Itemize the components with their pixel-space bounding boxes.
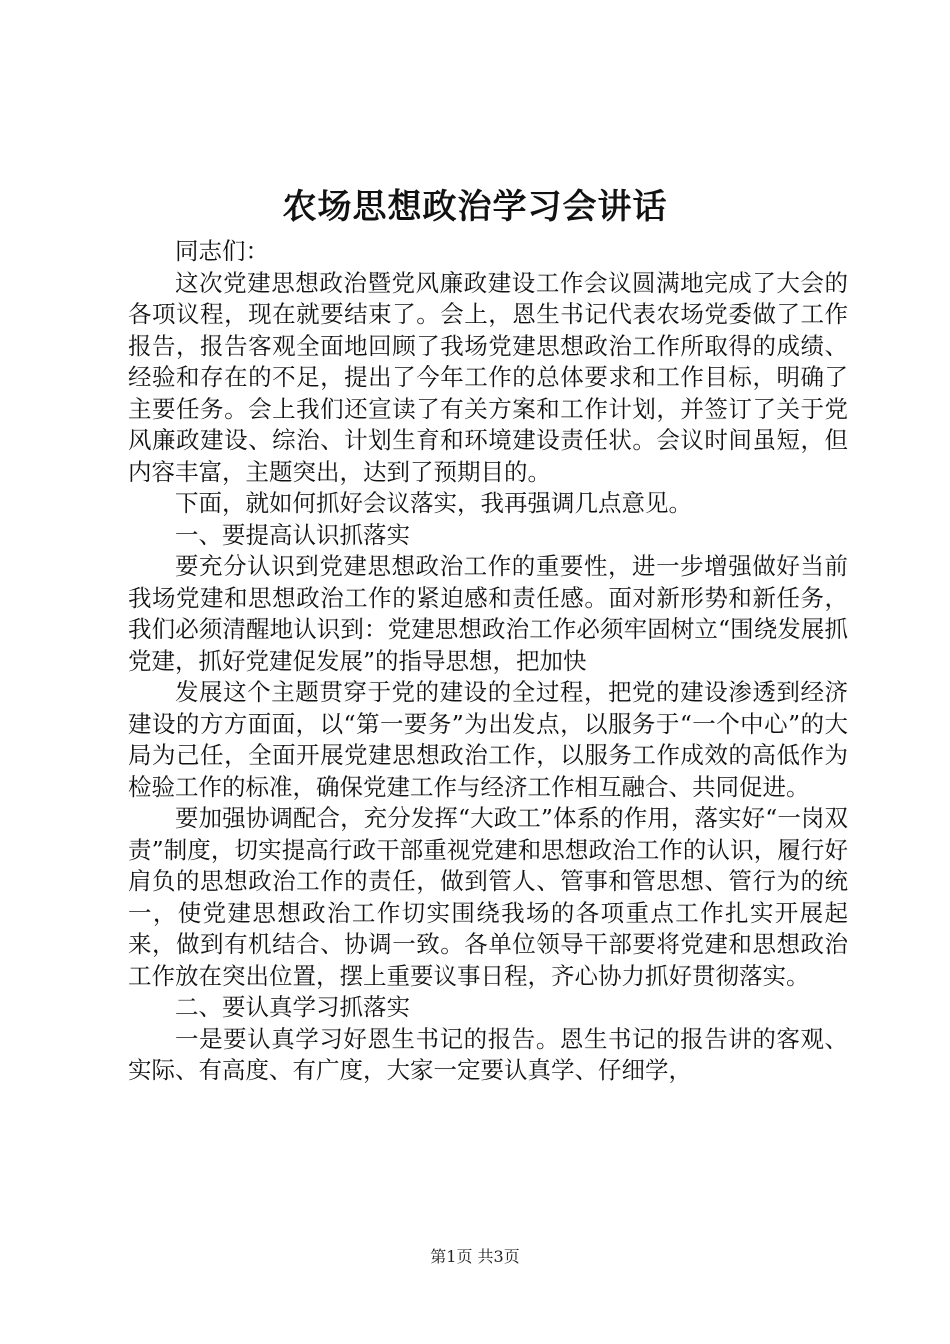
- paragraph: 这次党建思想政治暨党风廉政建设工作会议圆满地完成了大会的各项议程，现在就要结束了。会上，恩生书记代表农场党委做了工作报告，报告客观全面地回顾了我场党建思想政治工作所取得的成绩、经验和存在的不足，提出了今年工作的总体要求和工作目标，明确了主要任务。会上我们还宣读了有关方案和工作计划，并签订了关于党风廉政建设、综治、计划生育和环境建设责任状。会议时间虽短，但内容丰富，主题突出，达到了预期目的。: [128, 268, 848, 486]
- page-footer: 第1页 共3页: [430, 1247, 520, 1266]
- section-heading: 二、要认真学习抓落实: [175, 993, 410, 1021]
- paragraph: 一是要认真学习好恩生书记的报告。恩生书记的报告讲的客观、实际、有高度、有广度，大家一定要认真学、仔细学，: [128, 1024, 848, 1084]
- paragraph: 下面，就如何抓好会议落实，我再强调几点意见。: [175, 489, 692, 517]
- paragraph: 要充分认识到党建思想政治工作的重要性，进一步增强做好当前我场党建和思想政治工作的紧迫感和责任感。面对新形势和新任务，我们必须清醒地认识到：党建思想政治工作必须牢固树立“围绕发展抓党建，抓好党建促发展”的指导思想，把加快: [128, 552, 848, 675]
- paragraph-salutation: 同志们：: [175, 237, 269, 265]
- paragraph: 发展这个主题贯穿于党的建设的全过程，把党的建设渗透到经济建设的方方面面，以“第一要务”为出发点，以服务于“一个中心”的大局为己任，全面开展党建思想政治工作，以服务工作成效的高低作为检验工作的标准，确保党建工作与经济工作相互融合、共同促进。: [128, 678, 848, 801]
- paragraph: 要加强协调配合，充分发挥“大政工”体系的作用，落实好“一岗双责”制度，切实提高行政干部重视党建和思想政治工作的认识，履行好肩负的思想政治工作的责任，做到管人、管事和管思想、管行为的统一，使党建思想政治工作切实围绕我场的各项重点工作扎实开展起来，做到有机结合、协调一致。各单位领导干部要将党建和思想政治工作放在突出位置，摆上重要议事日程，齐心协力抓好贯彻落实。: [128, 804, 848, 990]
- document-title: 农场思想政治学习会讲话: [282, 187, 668, 227]
- document-body: [128, 236, 848, 1087]
- section-heading: 一、要提高认识抓落实: [175, 520, 410, 549]
